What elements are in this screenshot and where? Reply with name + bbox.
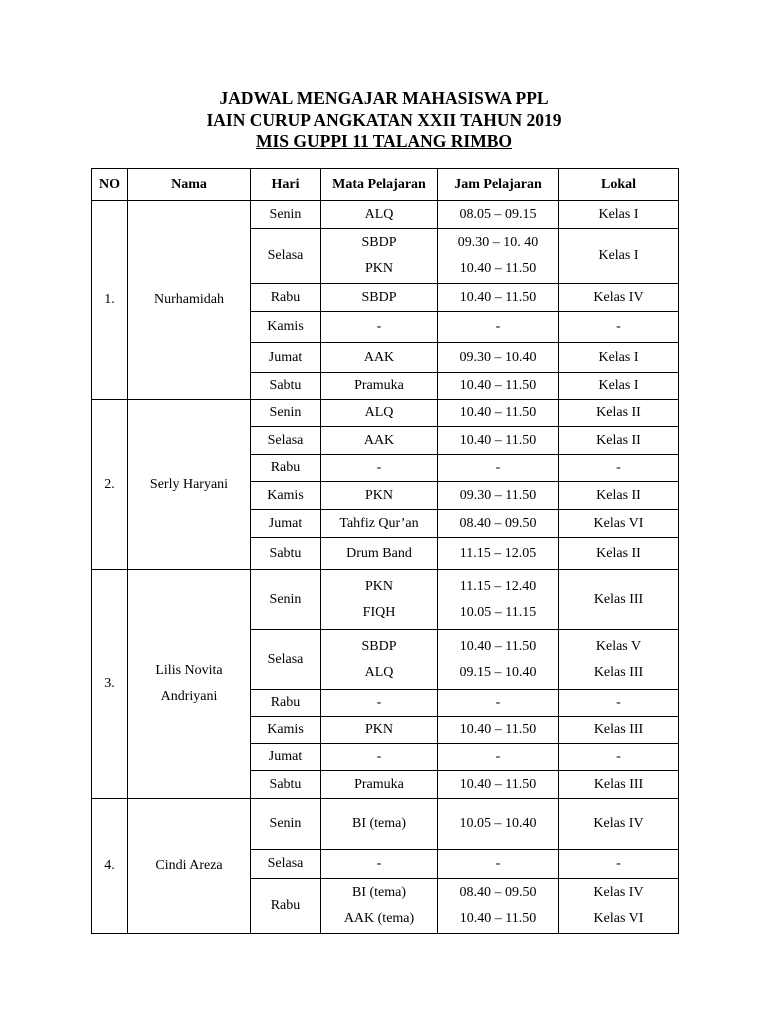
- header-no: NO: [92, 169, 128, 201]
- lokal-value: Kelas III: [593, 722, 644, 737]
- day-cell: Kamis: [251, 717, 321, 744]
- lokal-value: Kelas II: [596, 487, 641, 503]
- lokal-cell: [559, 570, 679, 630]
- header-mata-pelajaran: Mata Pelajaran: [321, 169, 438, 201]
- jam-cell: [438, 343, 559, 373]
- mapel-cell: [321, 229, 438, 284]
- student-name: [128, 799, 251, 934]
- jam-cell: [438, 771, 559, 799]
- lokal-value: Kelas VI: [593, 515, 644, 531]
- student-name-line: Nurhamidah: [154, 292, 224, 307]
- mapel-value: Pramuka: [354, 776, 404, 792]
- student-name-line: Cindi Areza: [155, 858, 223, 873]
- day-cell: Selasa: [251, 229, 321, 284]
- day-cell: Jumat: [251, 510, 321, 538]
- mapel-value: AAK: [363, 349, 395, 365]
- mapel-value: PKN: [364, 578, 393, 594]
- lokal-cell: [559, 284, 679, 312]
- schedule-table: [91, 168, 679, 934]
- jam-value: 10.40 – 11.50: [459, 722, 537, 737]
- student-name: [128, 201, 251, 400]
- lokal-cell: [559, 630, 679, 690]
- jam-value: 08.40 – 09.50: [459, 885, 537, 900]
- lokal-cell: [559, 744, 679, 771]
- day-cell: Jumat: [251, 343, 321, 373]
- lokal-value: Kelas I: [598, 349, 639, 365]
- jam-value: 11.15 – 12.40: [459, 578, 537, 594]
- lokal-value: Kelas IV: [593, 885, 644, 900]
- student-name-line: Lilis Novita: [155, 663, 223, 678]
- mapel-value: ALQ: [364, 664, 394, 680]
- mapel-cell: [321, 510, 438, 538]
- mapel-value: -: [376, 749, 382, 764]
- mapel-value: PKN: [364, 487, 393, 503]
- lokal-cell: [559, 343, 679, 373]
- lokal-value: -: [616, 856, 621, 871]
- day-cell: Senin: [251, 799, 321, 850]
- mapel-value: PKN: [364, 261, 393, 276]
- mapel-value: BI (tema): [351, 816, 407, 831]
- jam-value: 08.40 – 09.50: [459, 515, 537, 531]
- mapel-cell: [321, 850, 438, 879]
- mapel-value: SBDP: [361, 289, 397, 305]
- student-name: [128, 570, 251, 799]
- lokal-cell: [559, 455, 679, 482]
- jam-cell: [438, 455, 559, 482]
- lokal-value: -: [616, 695, 621, 710]
- jam-value: 09.30 – 11.50: [459, 487, 537, 503]
- mapel-cell: [321, 312, 438, 343]
- jam-cell: [438, 879, 559, 934]
- jam-value: 10.40 – 11.50: [459, 432, 537, 448]
- jam-value: -: [495, 319, 501, 334]
- mapel-cell: [321, 744, 438, 771]
- jam-cell: [438, 373, 559, 400]
- lokal-cell: [559, 427, 679, 455]
- lokal-cell: [559, 510, 679, 538]
- mapel-value: Pramuka: [354, 378, 404, 393]
- jam-cell: [438, 690, 559, 717]
- jam-cell: [438, 201, 559, 229]
- mapel-value: SBDP: [361, 638, 397, 654]
- lokal-value: -: [616, 749, 621, 764]
- lokal-value: Kelas I: [598, 378, 639, 393]
- mapel-value: -: [376, 460, 382, 475]
- lokal-cell: [559, 400, 679, 427]
- jam-cell: [438, 799, 559, 850]
- jam-value: 09.30 – 10. 40: [457, 235, 539, 250]
- day-cell: Selasa: [251, 850, 321, 879]
- day-cell: Sabtu: [251, 538, 321, 570]
- lokal-value: Kelas I: [598, 248, 639, 263]
- student-no: 1.: [92, 201, 128, 400]
- jam-value: -: [495, 749, 501, 764]
- lokal-cell: [559, 717, 679, 744]
- header-jam-pelajaran: Jam Pelajaran: [438, 169, 559, 201]
- mapel-value: AAK (tema): [343, 911, 415, 926]
- mapel-value: AAK: [363, 432, 395, 448]
- mapel-value: -: [376, 695, 382, 710]
- lokal-value: Kelas IV: [593, 816, 644, 831]
- title-line-3: [0, 130, 768, 152]
- jam-value: 10.40 – 11.50: [459, 289, 537, 305]
- jam-value: 08.05 – 09.15: [459, 206, 537, 222]
- mapel-value: -: [376, 856, 382, 871]
- jam-value: 10.05 – 11.15: [459, 604, 537, 620]
- day-cell: Sabtu: [251, 373, 321, 400]
- mapel-cell: [321, 201, 438, 229]
- student-name-line: Serly Haryani: [149, 476, 229, 492]
- student-name-line: Andriyani: [160, 689, 218, 704]
- table-row: [92, 570, 679, 630]
- mapel-value: Drum Band: [346, 545, 412, 561]
- table-row: [92, 201, 679, 229]
- header-hari: Hari: [251, 169, 321, 201]
- jam-cell: [438, 538, 559, 570]
- lokal-value: Kelas VI: [593, 911, 644, 926]
- title-line-3-text: MIS GUPPI 11 TALANG RIMBO: [255, 131, 513, 151]
- day-cell: Selasa: [251, 630, 321, 690]
- jam-value: 10.40 – 11.50: [459, 638, 537, 654]
- mapel-value: -: [376, 319, 382, 334]
- mapel-value: PKN: [364, 722, 393, 737]
- mapel-cell: [321, 630, 438, 690]
- lokal-value: Kelas I: [598, 206, 639, 222]
- jam-cell: [438, 850, 559, 879]
- header-row: [92, 169, 679, 201]
- mapel-cell: [321, 690, 438, 717]
- title-line-2: IAIN CURUP ANGKATAN XXII TAHUN 2019: [206, 110, 562, 130]
- jam-cell: [438, 570, 559, 630]
- day-cell: Senin: [251, 570, 321, 630]
- lokal-value: Kelas II: [596, 405, 641, 420]
- student-no: 2.: [92, 400, 128, 570]
- jam-cell: [438, 717, 559, 744]
- mapel-cell: [321, 455, 438, 482]
- jam-cell: [438, 510, 559, 538]
- mapel-value: ALQ: [364, 206, 394, 222]
- mapel-value: Tahfiz Qur’an: [339, 515, 419, 531]
- day-cell: Selasa: [251, 427, 321, 455]
- lokal-value: Kelas IV: [593, 289, 644, 305]
- jam-value: -: [495, 856, 501, 871]
- jam-value: 10.40 – 11.50: [459, 378, 537, 393]
- lokal-cell: [559, 538, 679, 570]
- mapel-cell: [321, 400, 438, 427]
- day-cell: Senin: [251, 400, 321, 427]
- lokal-cell: [559, 201, 679, 229]
- day-cell: Rabu: [251, 284, 321, 312]
- jam-cell: [438, 630, 559, 690]
- day-cell: Senin: [251, 201, 321, 229]
- lokal-value: Kelas II: [596, 545, 641, 561]
- mapel-cell: [321, 538, 438, 570]
- day-cell: Rabu: [251, 879, 321, 934]
- jam-cell: [438, 284, 559, 312]
- header-nama: Nama: [128, 169, 251, 201]
- jam-value: 11.15 – 12.05: [459, 545, 537, 561]
- day-cell: Rabu: [251, 690, 321, 717]
- jam-cell: [438, 312, 559, 343]
- jam-cell: [438, 400, 559, 427]
- jam-cell: [438, 427, 559, 455]
- jam-value: 10.40 – 11.50: [459, 261, 537, 276]
- mapel-cell: [321, 427, 438, 455]
- day-cell: Kamis: [251, 482, 321, 510]
- lokal-value: -: [616, 319, 621, 334]
- mapel-cell: [321, 284, 438, 312]
- student-name: [128, 400, 251, 570]
- lokal-cell: [559, 799, 679, 850]
- lokal-cell: [559, 482, 679, 510]
- day-cell: Kamis: [251, 312, 321, 343]
- jam-value: -: [495, 695, 501, 710]
- day-cell: Jumat: [251, 744, 321, 771]
- lokal-cell: [559, 771, 679, 799]
- jam-cell: [438, 229, 559, 284]
- jam-value: -: [495, 460, 501, 475]
- jam-value: 10.05 – 10.40: [459, 816, 537, 831]
- table-row: [92, 799, 679, 850]
- mapel-cell: [321, 373, 438, 400]
- mapel-value: ALQ: [364, 405, 394, 420]
- lokal-value: Kelas II: [596, 432, 641, 448]
- lokal-cell: [559, 850, 679, 879]
- jam-value: 09.30 – 10.40: [459, 349, 537, 365]
- jam-value: 10.40 – 11.50: [459, 405, 537, 420]
- lokal-cell: [559, 879, 679, 934]
- lokal-value: Kelas III: [593, 664, 644, 680]
- jam-cell: [438, 744, 559, 771]
- schedule-body: [92, 201, 679, 934]
- jam-value: 10.40 – 11.50: [459, 911, 537, 926]
- header-lokal: Lokal: [559, 169, 679, 201]
- lokal-value: Kelas V: [595, 638, 642, 654]
- mapel-value: BI (tema): [351, 885, 407, 900]
- student-no: 4.: [92, 799, 128, 934]
- lokal-cell: [559, 312, 679, 343]
- jam-value: 09.15 – 10.40: [459, 664, 537, 680]
- mapel-cell: [321, 717, 438, 744]
- mapel-cell: [321, 771, 438, 799]
- day-cell: Rabu: [251, 455, 321, 482]
- lokal-value: Kelas III: [593, 591, 644, 607]
- mapel-cell: [321, 482, 438, 510]
- lokal-value: -: [616, 460, 621, 475]
- title-line-1: JADWAL MENGAJAR MAHASISWA PPL: [219, 88, 549, 108]
- lokal-cell: [559, 690, 679, 717]
- mapel-cell: [321, 879, 438, 934]
- mapel-cell: [321, 799, 438, 850]
- lokal-cell: [559, 373, 679, 400]
- lokal-cell: [559, 229, 679, 284]
- mapel-value: SBDP: [361, 235, 397, 250]
- day-cell: Sabtu: [251, 771, 321, 799]
- mapel-value: FIQH: [362, 604, 396, 620]
- jam-value: 10.40 – 11.50: [459, 776, 537, 792]
- lokal-value: Kelas III: [593, 776, 644, 792]
- mapel-cell: [321, 570, 438, 630]
- jam-cell: [438, 482, 559, 510]
- mapel-cell: [321, 343, 438, 373]
- table-row: [92, 400, 679, 427]
- student-no: 3.: [92, 570, 128, 799]
